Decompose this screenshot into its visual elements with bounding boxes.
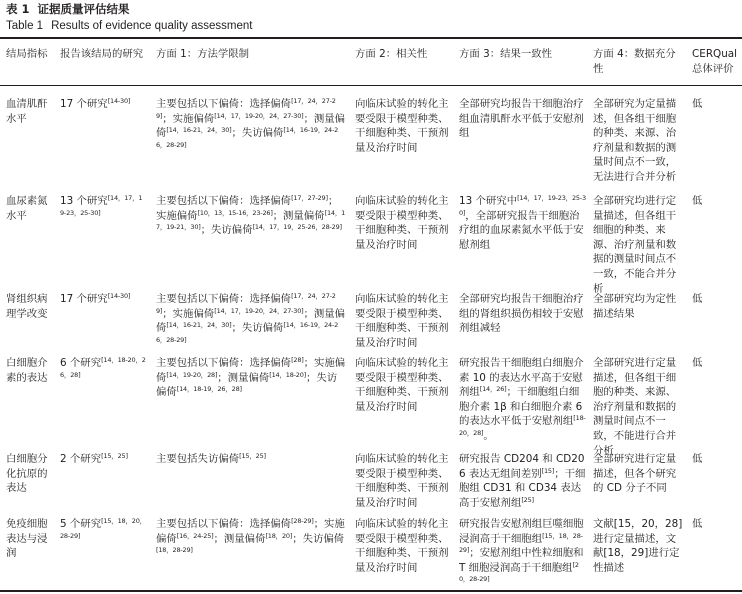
cell-text: 全部研究均报告干细胞治疗组血清肌酐水平低于安慰剂组	[459, 98, 584, 140]
citation-ref: [15，18，20，28-29]	[60, 517, 146, 540]
table-caption-cn	[6, 2, 130, 17]
cell-text: ；失访偏倚	[200, 224, 253, 237]
citation-ref: [14，18-19，26，28]	[176, 385, 242, 394]
citation-ref: [14，16-19，24-26，28-29]	[156, 321, 339, 344]
cell-text: ；测量偏倚	[272, 209, 325, 222]
cell-text: 13 个研究中	[459, 195, 518, 207]
citation-ref: [14，16-21，24，30]	[166, 321, 232, 330]
cell-text: ，全部研究报告干细胞治疗组的血尿素氮水平低于安慰剂组	[459, 209, 584, 251]
citation-ref: [18-20，28]	[459, 414, 586, 437]
citation-ref: [14，16-21，24，30]	[166, 126, 232, 135]
citation-ref: [20，28-29]	[459, 560, 579, 584]
citation-ref: [15，18，28-29]	[459, 531, 583, 555]
cell-methodological-limitations	[156, 194, 347, 238]
cell-studies	[60, 452, 146, 467]
cell-text: ；失访偏倚	[292, 532, 345, 545]
cell-adequacy: 全部研究均为定性描述结果	[593, 293, 677, 320]
citation-ref: [14，17，19-23，25-30]	[459, 194, 586, 217]
citation-ref: [14，16-19，24-26，28-29]	[156, 126, 339, 149]
cell-text: ；测量偏倚	[213, 532, 266, 545]
citation-ref: [14，17，19-23，25-30]	[60, 194, 143, 217]
header-aspect2: 方面 2：相关性	[355, 48, 428, 60]
cell-text: 17 个研究	[60, 293, 108, 305]
cell-text: 17 个研究	[60, 98, 108, 110]
cell-text: ；实施偏倚	[156, 357, 346, 384]
cell-outcome: 白细胞介素的表达	[6, 357, 48, 384]
citation-ref: [18，20]	[265, 531, 293, 540]
cell-studies	[60, 517, 146, 546]
cell-text: 全部研究均报告干细胞治疗组的肾组织损伤相较于安慰剂组减轻	[459, 293, 584, 335]
citation-ref: [14，17，19-20，24，27-30]	[214, 111, 304, 120]
cell-outcome: 肾组织病理学改变	[6, 293, 48, 320]
cell-text: 研究报告干细胞组白细胞介素 10 的表达水平高于安慰剂组	[459, 357, 584, 399]
table-label-en: Table 1	[6, 20, 44, 32]
cell-relevance: 向临床试验的转化主要受限于模型种类、干细胞种类、干预剂量及治疗时间	[355, 98, 449, 154]
table-header-rule	[0, 85, 742, 86]
cell-text: ；失访偏倚	[231, 322, 284, 335]
cell-text: 研究报告 CD204 和 CD206 表达无组间差别	[459, 453, 585, 480]
table-title-cn: 证据质量评估结果	[37, 2, 130, 16]
cell-text: ；实施偏倚	[156, 518, 345, 545]
cell-cerqual-rating: 低	[692, 98, 703, 110]
header-studies: 报告该结局的研究	[60, 48, 144, 60]
cell-outcome: 血尿素氮水平	[6, 195, 48, 222]
cell-text: 主要包括以下偏倚：选择偏倚	[156, 357, 292, 369]
cell-methodological-limitations	[156, 97, 347, 155]
table-label-cn: 表 1	[6, 2, 30, 16]
cell-text: ；测量偏倚	[156, 112, 346, 140]
cell-text: 2 个研究	[60, 453, 102, 465]
cell-coherence	[459, 292, 586, 336]
cell-coherence	[459, 194, 586, 252]
cell-methodological-limitations	[156, 356, 347, 400]
citation-ref: [15]	[541, 466, 555, 475]
cell-text: 6 个研究	[60, 357, 102, 369]
table-caption-en	[6, 19, 252, 34]
citation-ref: [14，17，19-20，24，27-30]	[214, 306, 304, 315]
cell-text: 主要包括以下偏倚：选择偏倚	[156, 518, 292, 530]
citation-ref: [25]	[521, 495, 534, 504]
cell-coherence	[459, 97, 586, 141]
cell-text: ；实施偏倚	[162, 112, 215, 125]
table-top-rule	[0, 37, 742, 39]
cell-text: ；干细胞组白细胞介素 1β 和白细胞介素 6 的表达水平低于安慰剂组	[459, 386, 583, 428]
cell-text: ；安慰剂组中性粒细胞和 T 细胞浸润高于干细胞组	[459, 547, 584, 574]
citation-ref: [14，18-20，26，28]	[60, 356, 146, 379]
cell-methodological-limitations	[156, 452, 347, 467]
header-aspect4: 方面 4：数据充分性	[593, 48, 676, 75]
citation-ref: [18，28-29]	[156, 546, 193, 555]
header-aspect3: 方面 3：结果一致性	[459, 48, 553, 60]
cell-text: 主要包括失访偏倚	[156, 453, 240, 465]
header-outcome: 结局指标	[6, 48, 48, 60]
cell-studies	[60, 97, 146, 112]
cell-cerqual-rating: 低	[692, 518, 703, 530]
table-title-en: Results of evidence quality assessment	[51, 20, 253, 32]
cell-relevance: 向临床试验的转化主要受限于模型种类、干细胞种类、干预剂量及治疗时间	[355, 195, 449, 251]
cell-text: 。	[483, 429, 494, 442]
cell-text: ；失访偏倚	[231, 127, 284, 140]
citation-ref: [17，24，27-29]	[156, 97, 336, 120]
cell-text: ；实施偏倚	[156, 195, 339, 222]
cell-text: 主要包括以下偏倚：选择偏倚	[156, 293, 292, 305]
citation-ref: [28-29]	[291, 517, 314, 525]
citation-ref: [17，24，27-29]	[156, 292, 336, 315]
citation-ref: [15，25]	[101, 452, 128, 460]
cell-relevance: 向临床试验的转化主要受限于模型种类、干细胞种类、干预剂量及治疗时间	[355, 453, 449, 509]
cell-cerqual-rating: 低	[692, 357, 703, 369]
cell-studies	[60, 292, 146, 307]
cell-relevance: 向临床试验的转化主要受限于模型种类、干细胞种类、干预剂量及治疗时间	[355, 518, 449, 574]
citation-ref: [14-30]	[107, 97, 131, 105]
cell-studies	[60, 356, 146, 385]
citation-ref: [17，27-29]	[291, 194, 328, 202]
cell-text: 13 个研究	[60, 195, 108, 207]
citation-ref: [16，24-25]	[176, 531, 214, 540]
cell-adequacy: 全部研究进行定量描述，但各组干细胞的种类、来源、治疗剂量和数据的测量时间点不一致，不能进行合并分析	[593, 357, 677, 457]
citation-ref: [15，25]	[239, 452, 266, 460]
header-aspect1: 方面 1：方法学限制	[156, 48, 250, 60]
cell-methodological-limitations	[156, 517, 347, 561]
cell-coherence	[459, 452, 586, 510]
cell-text: 研究报告安慰剂组巨噬细胞浸润高于干细胞组	[459, 518, 584, 545]
cell-cerqual-rating: 低	[692, 195, 703, 207]
citation-ref: [28]	[291, 356, 304, 364]
cell-outcome: 白细胞分化抗原的表达	[6, 453, 48, 495]
citation-ref: [14，26]	[479, 385, 507, 394]
cell-adequacy: 文献[15，20，28]进行定量描述，文献[18，29]进行定性描述	[593, 518, 683, 574]
cell-coherence	[459, 356, 586, 444]
citation-ref: [14，19-20，28]	[166, 370, 218, 379]
cell-adequacy: 全部研究为定量描述，但各组干细胞的种类、来源、治疗剂量和数据的测量时间点不一致，无法进行合并分析	[593, 98, 677, 183]
cell-adequacy: 全部研究均进行定量描述，但各组干细胞的种类、来源、治疗剂量和数据的测量时间点不一致，不能合并分析	[593, 195, 677, 295]
cell-relevance: 向临床试验的转化主要受限于模型种类、干细胞种类、干预剂量及治疗时间	[355, 293, 449, 349]
cell-text: 主要包括以下偏倚：选择偏倚	[156, 98, 292, 110]
citation-ref: [14，18-20]	[269, 370, 306, 379]
cell-outcome: 血清肌酐水平	[6, 98, 48, 125]
cell-outcome: 免疫细胞表达与浸润	[6, 518, 48, 560]
citation-ref: [10，13，15-16，23-26]	[197, 208, 273, 217]
cell-text: 主要包括以下偏倚：选择偏倚	[156, 195, 292, 207]
cell-text: ；干细胞组 CD31 和 CD34 表达高于安慰剂组	[459, 467, 586, 509]
cell-methodological-limitations	[156, 292, 347, 350]
cell-text: ；实施偏倚	[162, 307, 215, 320]
citation-ref: [14，17，19，25-26，28-29]	[252, 223, 342, 232]
cell-studies	[60, 194, 146, 223]
cell-text: ；失访偏倚	[156, 371, 338, 399]
table-bottom-rule	[0, 590, 742, 592]
citation-ref: [14-30]	[107, 292, 131, 300]
cell-cerqual-rating: 低	[692, 453, 703, 465]
cell-adequacy: 全部研究进行定量描述，但各个研究的 CD 分子不同	[593, 453, 677, 495]
cell-text: ；测量偏倚	[217, 371, 270, 384]
header-cerqual: CERQual 总体评价	[692, 48, 738, 75]
cell-coherence	[459, 517, 586, 590]
cell-text: 5 个研究	[60, 518, 102, 530]
citation-ref: [14，17，19-21，30]	[156, 208, 346, 232]
cell-relevance: 向临床试验的转化主要受限于模型种类、干细胞种类、干预剂量及治疗时间	[355, 357, 449, 413]
cell-cerqual-rating: 低	[692, 293, 703, 305]
cell-text: ；测量偏倚	[156, 307, 346, 335]
